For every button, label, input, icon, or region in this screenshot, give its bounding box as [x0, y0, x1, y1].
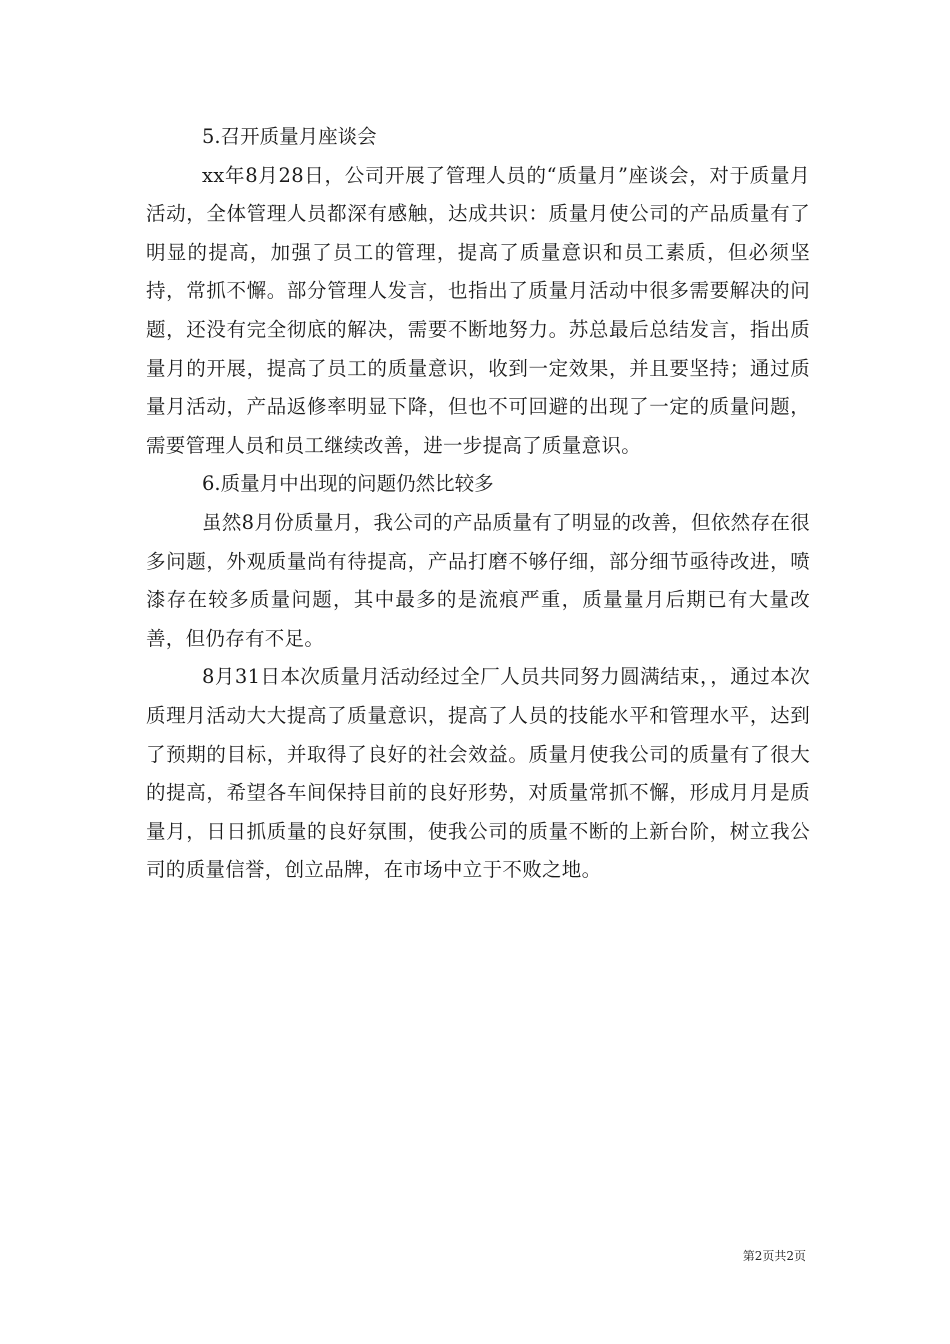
document-body — [146, 118, 810, 890]
paragraph: 虽然8月份质量月，我公司的产品质量有了明显的改善，但依然存在很多问题，外观质量尚有待提高，产品打磨不够仔细，部分细节亟待改进，喷漆存在较多质量问题，其中最多的是流痕严重，质量量月后期已有大量改善，但仍存有不足。 — [146, 510, 810, 650]
section-heading: 6.质量月中出现的问题仍然比较多 — [202, 472, 494, 496]
paragraph: 8月31日本次质量月活动经过全厂人员共同努力圆满结束，，通过本次质理月活动大大提高了质量意识，提高了人员的技能水平和管理水平，达到了预期的目标，并取得了良好的社会效益。质量月使我公司的质量有了很大的提高，希望各车间保持目前的良好形势，对质量常抓不懈，形成月月是质量月，日日抓质量的良好氛围，使我公司的质量不断的上新台阶，树立我公司的质量信誉，创立品牌，在市场中立于不败之地。 — [146, 665, 810, 882]
paragraph: xx年8月28日，公司开展了管理人员的“质量月”座谈会，对于质量月活动，全体管理人员都深有感触，达成共识：质量月使公司的产品质量有了明显的提高，加强了员工的管理，提高了质量意识和员工素质，但必须坚持，常抓不懈。部分管理人发言，也指出了质量月活动中很多需要解决的问题，还没有完全彻底的解决，需要不断地努力。苏总最后总结发言，指出质量月的开展，提高了员工的质量意识，收到一定效果，并且要坚持；通过质量月活动，产品返修率明显下降，但也不可回避的出现了一定的质量问题，需要管理人员和员工继续改善，进一步提高了质量意识。 — [146, 163, 810, 457]
page-number-footer: 第2页共2页 — [742, 1249, 806, 1263]
section-heading: 5.召开质量月座谈会 — [202, 125, 377, 148]
